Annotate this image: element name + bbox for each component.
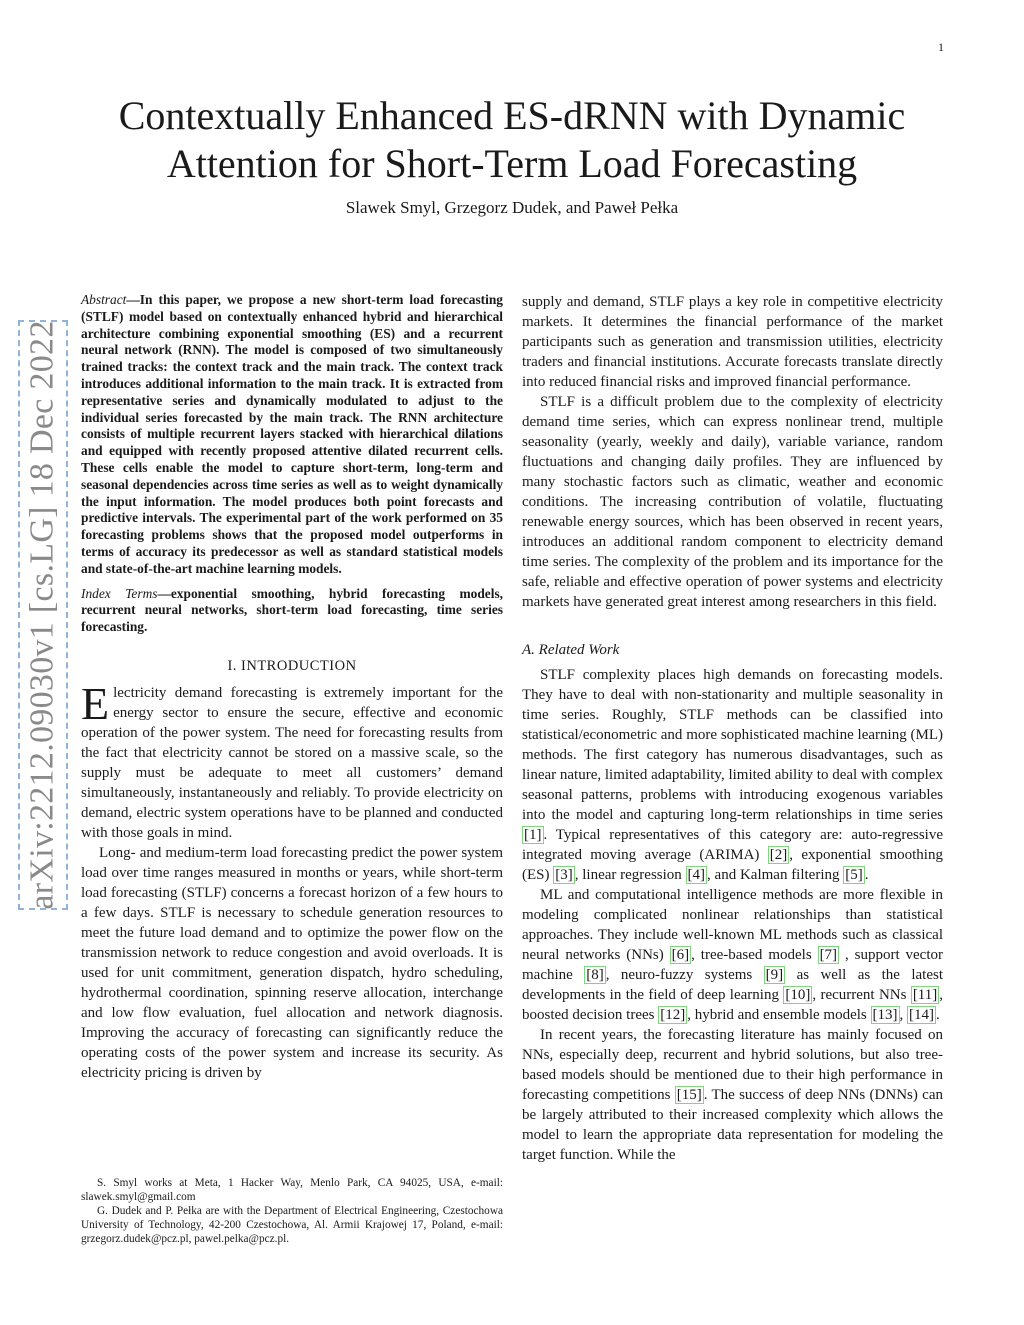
text-run: , exponential smoothing (ES)	[522, 847, 943, 883]
intro-paragraph-1-text: lectricity demand forecasting is extremely important for the energy sector to ensure the secure, effective and economic operation of the power system. The need for forecasting results from the fact that electricity cannot be stored on a massive scale, so the supply must be adequate to meet all customers’ demand simultaneously, instantaneously and reliably. To provide electricity on demand, electric system operations have to be planned and conducted with those goals in mind.	[81, 684, 503, 841]
text-run: , tree-based models	[691, 947, 818, 963]
citation-link[interactable]: [7]	[819, 947, 838, 963]
title-line-2: Attention for Short-Term Load Forecasting	[166, 141, 858, 186]
citation-link[interactable]: [1]	[524, 827, 542, 843]
citation-link[interactable]: [13]	[872, 1007, 898, 1023]
citation-link[interactable]: [4]	[687, 867, 706, 883]
text-run: , hybrid and ensemble models	[687, 1007, 871, 1023]
text-run: , boosted decision trees	[522, 987, 943, 1023]
citation-link[interactable]: [9]	[765, 967, 784, 983]
text-run: , support vector machine	[522, 947, 943, 983]
text-run: .	[936, 1007, 940, 1023]
text-run: , linear regression	[574, 867, 686, 883]
intro-paragraph-1	[81, 677, 503, 843]
text-run: .	[864, 867, 869, 883]
footnote-affiliation-1: S. Smyl works at Meta, 1 Hacker Way, Menlo Park, CA 94025, USA, e-mail: slawek.smyl@gmail.com	[81, 1177, 503, 1203]
text-run: . Typical representatives of this category are: auto-regressive integrated moving average (ARIMA)	[522, 827, 943, 863]
abstract-text: —In this paper, we propose a new short-term load forecasting (STLF) model based on contextually enhanced hybrid and hierarchical architecture combining exponential smoothing (ES) and a recurrent neural network (RNN). The model is composed of two simultaneously trained tracks: the context track and the main track. The context track introduces additional information to the main track. It is extracted from representative series and dynamically modulated to adjust to the individual series forecasted by the main track. The RNN architecture consists of multiple recurrent layers stacked with hierarchical dilations and equipped with recently proposed attentive dilated recurrent cells. These cells enable the model to capture short-term, long-term and seasonal dependencies across time series as well as to weight dynamically the input information. The model produces both point forecasts and predictive intervals. The experimental part of the work performed on 35 forecasting problems shows that the proposed model outperforms in terms of accuracy its predecessor as well as standard statistical models and state-of-the-art machine learning models.	[81, 292, 503, 576]
text-run: as well as the latest developments in the field of deep learning	[522, 967, 943, 1003]
intro-paragraph-2: Long- and medium-term load forecasting predict the power system load over time ranges measured in months or years, while short-term load forecasting (STLF) concerns a forecast horizon of a few hours to a few days. STLF is necessary to schedule generation resources to meet the future load demand and to optimize the power flow on the transmission network to reduce congestion and avoid overloads. It is used for unit commitment, generation dispatch, hydro scheduling, hydrothermal coordination, spinning reserve allocation, interchange and low flow evaluation, fuel allocation and network diagnosis. Improving the accuracy of forecasting can significantly reduce the operating costs of the power system and increase its security. As electricity pricing is driven by	[81, 844, 503, 1081]
section-heading-introduction: I. INTRODUCTION	[227, 657, 357, 674]
citation-link[interactable]: [5]	[845, 867, 863, 883]
index-terms-lead: Index Terms	[81, 585, 158, 601]
footnotes	[81, 1176, 503, 1246]
text-run: In recent years, the forecasting literature has mainly focused on NNs, especially deep, recurrent and hybrid solutions, but also tree-based models should be mentioned due to their high performance in forecasting competitions	[522, 1027, 943, 1103]
drop-cap: E	[81, 677, 110, 729]
index-terms	[81, 586, 503, 636]
citation-link[interactable]: [8]	[586, 967, 604, 983]
paper-title	[60, 92, 964, 188]
title-line-1: Contextually Enhanced ES-dRNN with Dynamic	[118, 93, 906, 138]
arxiv-stamp[interactable]	[18, 320, 68, 910]
text-run: ,	[899, 1007, 908, 1023]
citation-link[interactable]: [3]	[555, 867, 573, 883]
arxiv-stamp-text: arXiv:2212.09030v1 [cs.LG] 18 Dec 2022	[24, 320, 62, 910]
text-run: ML and computational intelligence methods are more flexible in modeling complicated nonlinear relationships than statistical approaches. They include well-known ML methods such as classical neural networks (NNs)	[522, 887, 943, 963]
abstract	[81, 292, 503, 578]
right-paragraph-2: STLF is a difficult problem due to the complexity of electricity demand time series, which can express nonlinear trend, multiple seasonality (yearly, weekly and daily), variable variance, random fluctuations and changing daily profiles. They are influenced by many stochastic factors such as climatic, weather and economic conditions. The increasing contribution of volatile, fluctuating renewable energy sources, which has been observed in recent years, introduces an additional random component to electricity demand time series. The complexity of the problem and its importance for the safe, reliable and effective operation of power systems and electricity markets have generated great interest among researchers in this field.	[522, 394, 943, 610]
citation-link[interactable]: [15]	[676, 1087, 702, 1103]
text-run: , and Kalman filtering	[707, 867, 844, 883]
text-run: STLF complexity places high demands on forecasting models. They have to deal with non-stationarity and multiple seasonality in time series. Roughly, STLF methods can be classified into statistical/econometric and more sophisticated machine learning (ML) methods. The first category has numerous disadvantages, such as linear nature, limited adaptability, limited ability to deal with complex seasonal patterns, problems with introducing exogenous variables into the model and capturing long-term relationships in time series	[522, 667, 943, 823]
right-paragraph-1: supply and demand, STLF plays a key role in competitive electricity markets. It determines the financial performance of the market participants such as generation and transmission utilities, electricity traders and financial institutions. Accurate forecasts translate directly into reduced financial risks and improved financial performance.	[522, 294, 943, 390]
right-column	[522, 292, 943, 1165]
text-run: , neuro-fuzzy systems	[605, 967, 764, 983]
citation-link[interactable]: [11]	[912, 987, 938, 1003]
text-run: . The success of deep NNs (DNNs) can be largely attributed to their increased complexity which allows the model to learn the appropriate data representation for modeling the target function. While the	[522, 1087, 943, 1163]
page-number: 1	[938, 40, 944, 54]
subsection-heading-related-work: A. Related Work	[522, 642, 620, 658]
citation-link[interactable]: [2]	[769, 847, 788, 863]
citation-link[interactable]: [14]	[909, 1007, 935, 1023]
related-paragraph-2	[522, 885, 943, 1025]
citation-link[interactable]: [12]	[660, 1007, 686, 1023]
footnote-affiliation-2: G. Dudek and P. Pełka are with the Department of Electrical Engineering, Czestochowa University of Technology, 42-200 Czestochowa, Al. Armii Krajowej 17, Poland, e-mail: grzegorz.dudek@pcz.pl, pawel.pelka@pcz.pl.	[81, 1205, 503, 1245]
text-run: , recurrent NNs	[812, 987, 911, 1003]
citation-link[interactable]: [6]	[671, 947, 690, 963]
related-paragraph-1	[522, 665, 943, 885]
left-column	[81, 292, 503, 1083]
authors: Slawek Smyl, Grzegorz Dudek, and Paweł Pełka	[345, 198, 679, 217]
index-terms-text: —exponential smoothing, hybrid forecasting models, recurrent neural networks, short-term load forecasting, time series forecasting.	[81, 585, 504, 635]
related-paragraph-3	[522, 1025, 943, 1165]
citation-link[interactable]: [10]	[785, 987, 811, 1003]
abstract-lead: Abstract	[81, 292, 127, 307]
